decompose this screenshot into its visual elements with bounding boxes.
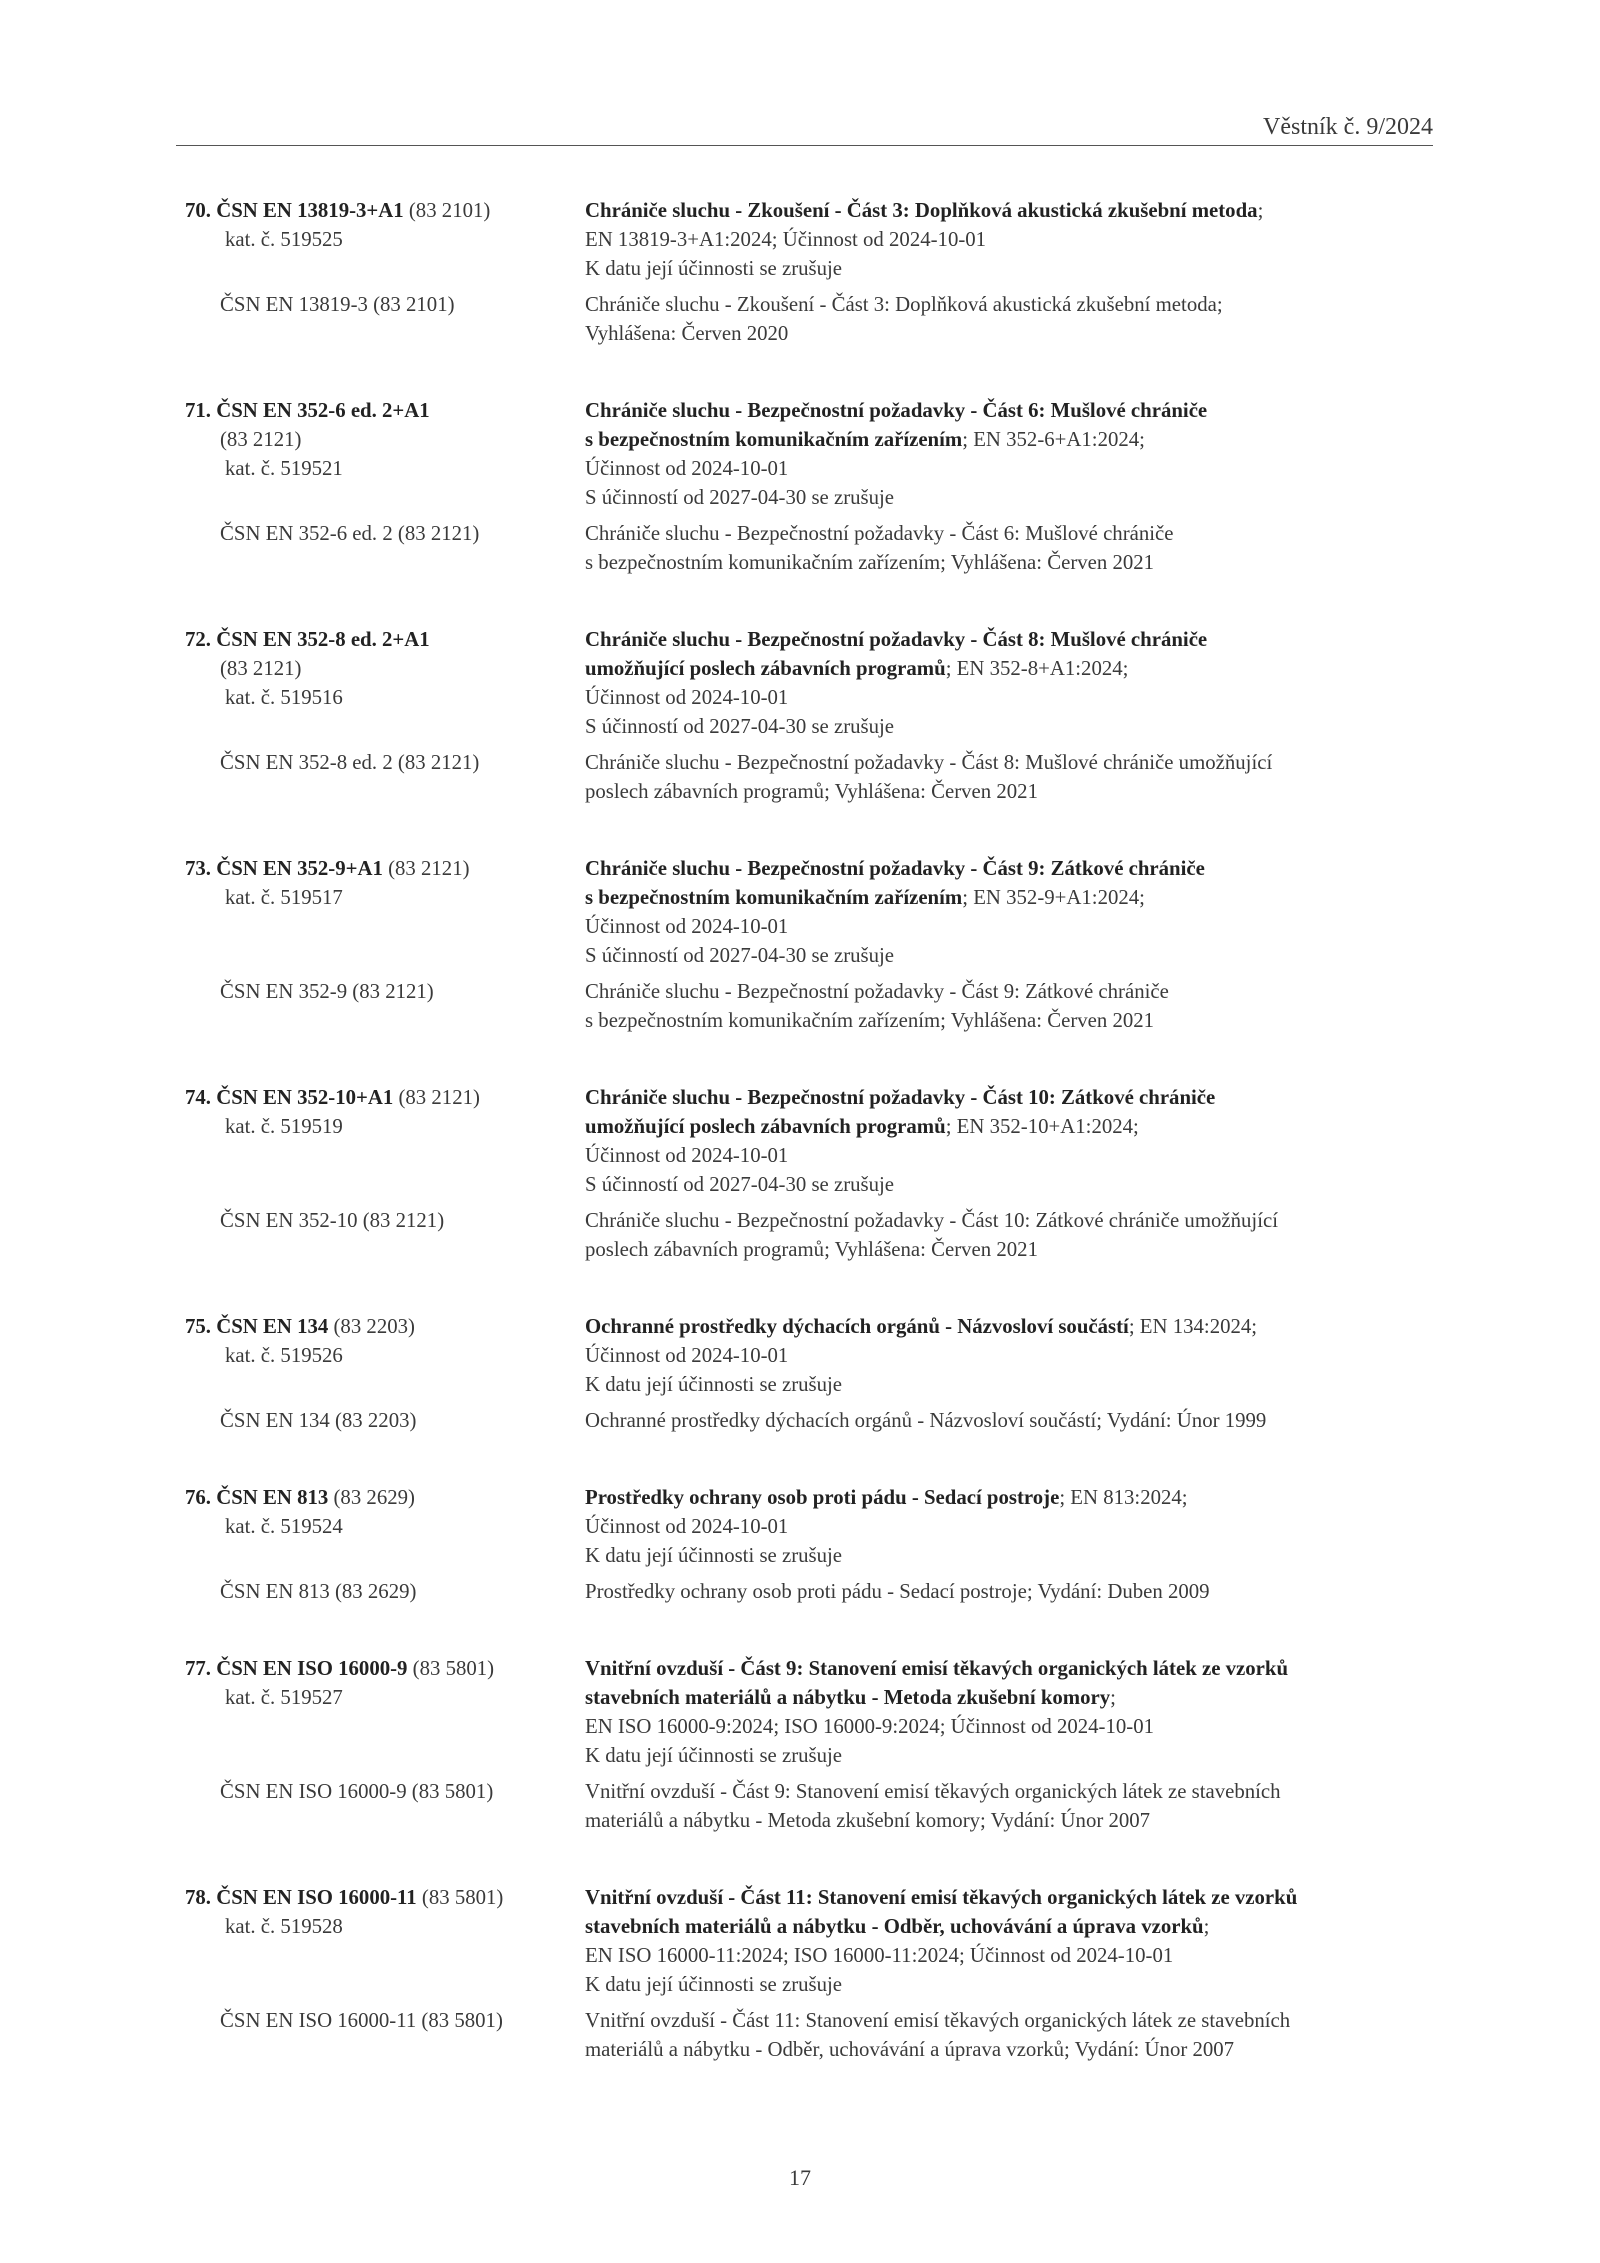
standard-detail: Účinnost od 2024-10-01 [585,457,789,480]
standard-title-line [585,1083,1435,1112]
replaced-standard-line: Chrániče sluchu - Zkoušení - Část 3: Doplňková akustická zkušební metoda; [585,293,1223,316]
replaced-standard-row [185,290,1435,348]
replaced-standard-code: ČSN EN ISO 16000-9 (83 5801) [220,1780,494,1803]
replaced-standard-code: ČSN EN 134 (83 2203) [220,1409,417,1432]
standard-title: Chrániče sluchu - Bezpečnostní požadavky - Část 8: Mušlové chrániče [585,628,1208,651]
replaced-standard-description [585,1577,1435,1606]
standard-title-suffix: ; EN 352-8+A1:2024; [945,657,1129,680]
standard-title: stavebních materiálů a nábytku - Odběr, uchovávání a úprava vzorků [585,1915,1204,1938]
standard-title-suffix: ; EN 134:2024; [1128,1315,1258,1338]
replaced-standard-line: Chrániče sluchu - Bezpečnostní požadavky - Část 6: Mušlové chrániče [585,522,1174,545]
replaced-standard-line: Vnitřní ovzduší - Část 9: Stanovení emisí těkavých organických látek ze stavebních [585,1780,1281,1803]
standard-entry [185,1654,1435,1835]
replaced-standard-designation [185,1777,585,1835]
entry-number: 70. [185,199,211,222]
new-standard-row [185,1483,1435,1570]
standard-code: ČSN EN 813 [216,1486,329,1509]
replaced-standard-code: ČSN EN 352-6 ed. 2 (83 2121) [220,522,480,545]
standard-code: ČSN EN 134 [216,1315,329,1338]
replaced-standard-line: Chrániče sluchu - Bezpečnostní požadavky - Část 9: Zátkové chrániče [585,980,1169,1003]
standard-designation [185,1483,585,1570]
standard-title-suffix: ; [1203,1915,1210,1938]
replaced-standard-designation [185,2006,585,2064]
standard-detail: EN 13819-3+A1:2024; Účinnost od 2024-10-01 [585,228,987,251]
new-standard-row [185,1883,1435,1999]
standard-title: Chrániče sluchu - Zkoušení - Část 3: Doplňková akustická zkušební metoda [585,199,1258,222]
entry-number: 74. [185,1086,211,1109]
standard-title-line [585,1112,1435,1141]
new-standard-row [185,396,1435,512]
standard-code-line [185,1654,585,1683]
standard-detail: S účinností od 2027-04-30 se zrušuje [585,944,895,967]
standard-detail: K datu její účinnosti se zrušuje [585,1973,843,1996]
catalog-number: kat. č. 519526 [225,1344,343,1367]
page-number: 17 [789,2165,811,2190]
standard-code: ČSN EN 352-8 ed. 2+A1 [216,628,430,651]
replaced-standard-designation [185,1577,585,1606]
standard-designation [185,196,585,283]
standard-entry [185,625,1435,806]
standard-detail: Účinnost od 2024-10-01 [585,915,789,938]
replaced-standard-line: s bezpečnostním komunikačním zařízením; Vyhlášena: Červen 2021 [585,551,1155,574]
standard-title: Prostředky ochrany osob proti pádu - Sedací postroje [585,1486,1060,1509]
standard-title-line [585,396,1435,425]
standard-code-line [185,196,585,225]
replaced-standard-code: ČSN EN 352-10 (83 2121) [220,1209,445,1232]
standard-description [585,1312,1435,1399]
standard-title-suffix: ; EN 352-9+A1:2024; [962,886,1145,909]
standard-title-line [585,1683,1435,1712]
standard-detail: K datu její účinnosti se zrušuje [585,1544,843,1567]
standard-code-line [185,1483,585,1512]
replaced-standard-description [585,519,1435,577]
standard-detail: Účinnost od 2024-10-01 [585,1344,789,1367]
standard-description [585,1483,1435,1570]
catalog-number: kat. č. 519524 [225,1515,343,1538]
replaced-standard-row [185,748,1435,806]
standard-description [585,854,1435,970]
standard-detail: EN ISO 16000-11:2024; ISO 16000-11:2024; Účinnost od 2024-10-01 [585,1944,1174,1967]
journal-title: Věstník č. 9/2024 [1263,114,1433,140]
standard-title-line [585,196,1435,225]
standard-description [585,1654,1435,1770]
replaced-standard-description [585,1406,1435,1435]
catalog-number: kat. č. 519521 [225,457,343,480]
catalog-number: kat. č. 519519 [225,1115,343,1138]
replaced-standard-line: Prostředky ochrany osob proti pádu - Sedací postroje; Vydání: Duben 2009 [585,1580,1210,1603]
entry-number: 72. [185,628,211,651]
replaced-standard-row [185,519,1435,577]
standard-designation [185,396,585,512]
replaced-standard-row [185,1777,1435,1835]
standard-description [585,1083,1435,1199]
standard-code: ČSN EN 352-6 ed. 2+A1 [216,399,430,422]
standard-detail: Účinnost od 2024-10-01 [585,1144,789,1167]
replaced-standard-code: ČSN EN 813 (83 2629) [220,1580,417,1603]
standard-class-number: (83 2203) [328,1315,415,1338]
standard-title: stavebních materiálů a nábytku - Metoda zkušební komory [585,1686,1111,1709]
replaced-standard-line: Vnitřní ovzduší - Část 11: Stanovení emisí těkavých organických látek ze stavebních [585,2009,1291,2032]
replaced-standard-line: Chrániče sluchu - Bezpečnostní požadavky - Část 10: Zátkové chrániče umožňující [585,1209,1278,1232]
standard-title-suffix: ; [1257,199,1264,222]
standard-code-line [185,1312,585,1341]
standard-code: ČSN EN 13819-3+A1 [216,199,404,222]
standard-title-suffix: ; EN 813:2024; [1059,1486,1188,1509]
replaced-standard-designation [185,290,585,348]
standard-entry [185,1883,1435,2064]
standard-code-line [185,396,585,425]
standard-title-suffix: ; [1110,1686,1116,1709]
new-standard-row [185,1654,1435,1770]
standard-entry [185,1483,1435,1606]
standard-detail: S účinností od 2027-04-30 se zrušuje [585,715,895,738]
replaced-standard-row [185,1577,1435,1606]
standard-title-line [585,883,1435,912]
standard-title-line [585,854,1435,883]
replaced-standard-row [185,977,1435,1035]
standard-detail: K datu její účinnosti se zrušuje [585,1744,843,1767]
standard-class-number: (83 2121) [220,428,302,451]
standard-title-line [585,1883,1435,1912]
replaced-standard-line: materiálů a nábytku - Metoda zkušební komory; Vydání: Únor 2007 [585,1809,1151,1832]
page-header [176,112,1433,146]
replaced-standard-code: ČSN EN 352-8 ed. 2 (83 2121) [220,751,480,774]
standard-code-line [185,1083,585,1112]
entry-number: 78. [185,1886,211,1909]
standard-class-number: (83 2121) [220,657,302,680]
catalog-number: kat. č. 519516 [225,686,343,709]
standard-entry [185,196,1435,348]
replaced-standard-description [585,2006,1435,2064]
standard-title-line [585,1312,1435,1341]
standard-title-line [585,1654,1435,1683]
standard-title-line [585,625,1435,654]
standard-title: Vnitřní ovzduší - Část 9: Stanovení emisí těkavých organických látek ze vzorků [585,1657,1289,1680]
replaced-standard-designation [185,977,585,1035]
standard-description [585,625,1435,741]
catalog-number: kat. č. 519517 [225,886,343,909]
standard-detail: S účinností od 2027-04-30 se zrušuje [585,486,895,509]
replaced-standard-line: Vyhlášena: Červen 2020 [585,322,789,345]
standard-class-number: (83 2629) [328,1486,415,1509]
replaced-standard-line: materiálů a nábytku - Odběr, uchovávání a úprava vzorků; Vydání: Únor 2007 [585,2038,1235,2061]
replaced-standard-designation [185,1406,585,1435]
replaced-standard-designation [185,748,585,806]
standard-class-number: (83 2121) [382,857,470,880]
standard-code: ČSN EN 352-10+A1 [216,1086,394,1109]
replaced-standard-description [585,1777,1435,1835]
standard-title-line [585,1912,1435,1941]
standard-class-number: (83 5801) [416,1886,504,1909]
replaced-standard-row [185,2006,1435,2064]
replaced-standard-description [585,977,1435,1035]
standard-designation [185,1654,585,1770]
entry-number: 77. [185,1657,211,1680]
standard-title: s bezpečnostním komunikačním zařízením [585,886,963,909]
replaced-standard-row [185,1406,1435,1435]
standard-title: s bezpečnostním komunikačním zařízením [585,428,963,451]
standard-entry [185,1083,1435,1264]
standard-designation [185,1312,585,1399]
standard-title: Chrániče sluchu - Bezpečnostní požadavky - Část 10: Zátkové chrániče [585,1086,1216,1109]
standard-code-line [185,625,585,654]
standard-detail: K datu její účinnosti se zrušuje [585,257,843,280]
entry-number: 71. [185,399,211,422]
replaced-standard-code: ČSN EN 13819-3 (83 2101) [220,293,455,316]
new-standard-row [185,1083,1435,1199]
standard-title-suffix: ; EN 352-10+A1:2024; [945,1115,1139,1138]
standard-code: ČSN EN 352-9+A1 [216,857,383,880]
standard-code: ČSN EN ISO 16000-9 [216,1657,408,1680]
standard-title-line [585,425,1435,454]
catalog-number: kat. č. 519528 [225,1915,343,1938]
standard-entry [185,854,1435,1035]
replaced-standard-description [585,290,1435,348]
standard-detail: EN ISO 16000-9:2024; ISO 16000-9:2024; Účinnost od 2024-10-01 [585,1715,1154,1738]
catalog-number: kat. č. 519525 [225,228,343,251]
replaced-standard-line: poslech zábavních programů; Vyhlášena: Červen 2021 [585,1238,1038,1261]
replaced-standard-code: ČSN EN 352-9 (83 2121) [220,980,434,1003]
replaced-standard-line: s bezpečnostním komunikačním zařízením; Vyhlášena: Červen 2021 [585,1009,1155,1032]
replaced-standard-row [185,1206,1435,1264]
standard-title: Chrániče sluchu - Bezpečnostní požadavky - Část 6: Mušlové chrániče [585,399,1208,422]
standard-description [585,396,1435,512]
standard-code-line [185,1883,585,1912]
standards-list [185,196,1435,2112]
standard-title-line [585,654,1435,683]
standard-designation [185,1083,585,1199]
entry-number: 76. [185,1486,211,1509]
standard-detail: Účinnost od 2024-10-01 [585,686,789,709]
new-standard-row [185,854,1435,970]
standard-title-line [585,1483,1435,1512]
standard-title: Vnitřní ovzduší - Část 11: Stanovení emisí těkavých organických látek ze vzorků [585,1886,1298,1909]
standard-designation [185,625,585,741]
standard-description [585,196,1435,283]
standard-entry [185,1312,1435,1435]
new-standard-row [185,1312,1435,1399]
standard-title: Chrániče sluchu - Bezpečnostní požadavky - Část 9: Zátkové chrániče [585,857,1205,880]
replaced-standard-description [585,748,1435,806]
catalog-number: kat. č. 519527 [225,1686,343,1709]
replaced-standard-line: Chrániče sluchu - Bezpečnostní požadavky - Část 8: Mušlové chrániče umožňující [585,751,1273,774]
standard-designation [185,854,585,970]
standard-title-suffix: ; EN 352-6+A1:2024; [962,428,1145,451]
standard-class-number: (83 5801) [407,1657,495,1680]
replaced-standard-line: Ochranné prostředky dýchacích orgánů - Názvosloví součástí; Vydání: Únor 1999 [585,1409,1267,1432]
standard-class-number: (83 2101) [403,199,491,222]
standard-code-line [185,854,585,883]
replaced-standard-designation [185,1206,585,1264]
entry-number: 73. [185,857,211,880]
standard-title: umožňující poslech zábavních programů [585,1115,946,1138]
standard-designation [185,1883,585,1999]
replaced-standard-description [585,1206,1435,1264]
standard-class-number: (83 2121) [393,1086,480,1109]
replaced-standard-code: ČSN EN ISO 16000-11 (83 5801) [220,2009,503,2032]
standard-code: ČSN EN ISO 16000-11 [216,1886,417,1909]
standard-detail: S účinností od 2027-04-30 se zrušuje [585,1173,895,1196]
entry-number: 75. [185,1315,211,1338]
standard-title: umožňující poslech zábavních programů [585,657,946,680]
standard-description [585,1883,1435,1999]
replaced-standard-designation [185,519,585,577]
replaced-standard-line: poslech zábavních programů; Vyhlášena: Červen 2021 [585,780,1038,803]
new-standard-row [185,625,1435,741]
standard-entry [185,396,1435,577]
standard-title: Ochranné prostředky dýchacích orgánů - Názvosloví součástí [585,1315,1129,1338]
standard-detail: K datu její účinnosti se zrušuje [585,1373,843,1396]
new-standard-row [185,196,1435,283]
standard-detail: Účinnost od 2024-10-01 [585,1515,789,1538]
